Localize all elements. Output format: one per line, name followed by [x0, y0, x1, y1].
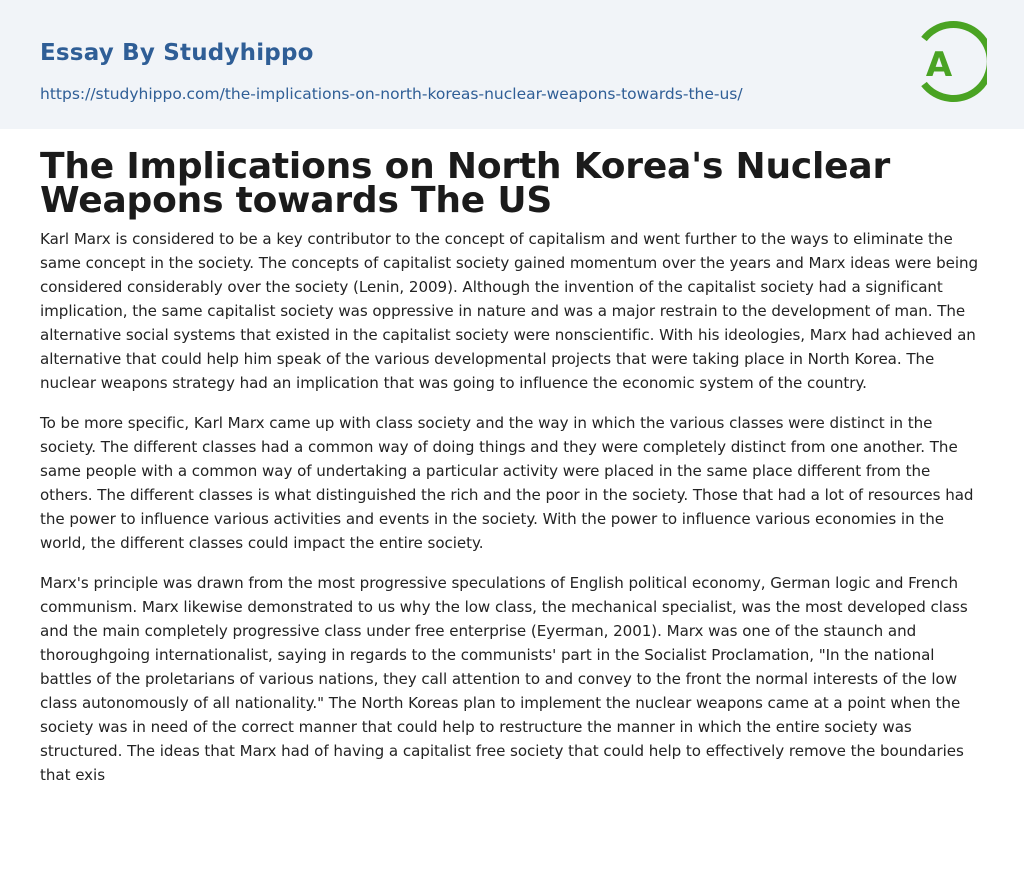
article: [40, 146, 985, 803]
source-url-link[interactable]: https://studyhippo.com/the-implications-on-north-koreas-nuclear-weapons-towards-the-us/: [40, 85, 743, 103]
brand-title[interactable]: Essay By Studyhippo: [40, 40, 314, 66]
page-title: The Implications on North Korea's Nuclear Weapons towards The US: [40, 146, 891, 221]
studyhippo-a-logo-icon[interactable]: [911, 18, 987, 106]
site-header: [0, 0, 1024, 129]
paragraph-3: Marx's principle was drawn from the most progressive speculations of English political economy, German logic and French communism. Marx likewise demonstrated to us why the low class, the mechanical specialist, was the most developed class and the main completely progressive class under free enterprise (Eyerman, 2001). Marx was one of the staunch and thoroughgoing internationalist, saying in regards to the communists' part in the Socialist Proclamation, "In the national battles of the proletarians of various nations, they call attention to and convey to the front the normal interests of the low class autonomously of all nationality." The North Koreas plan to implement the nuclear weapons came at a point when the society was in need of the correct manner that could help to restructure the manner in which the entire society was structured. The ideas that Marx had of having a capitalist free society that could help to effectively remove the boundaries that exis: [40, 574, 968, 784]
paragraph-2: To be more specific, Karl Marx came up with class society and the way in which the various classes were distinct in the society. The different classes had a common way of doing things and they were completely distinct from one another. The same people with a common way of undertaking a particular activity were placed in the same place different from the others. The different classes is what distinguished the rich and the poor in the society. Those that had a lot of resources had the power to influence various activities and events in the society. With the power to influence various economies in the world, the different classes could impact the entire society.: [40, 414, 974, 552]
paragraph-1: Karl Marx is considered to be a key contributor to the concept of capitalism and went further to the ways to eliminate the same concept in the society. The concepts of capitalist society gained momentum over the years and Marx ideas were being considered considerably over the society (Lenin, 2009). Although the invention of the capitalist society had a significant implication, the same capitalist society was oppressive in nature and was a major restrain to the development of man. The alternative social systems that existed in the capitalist society were nonscientific. With his ideologies, Marx had achieved an alternative that could help him speak of the various developmental projects that were taking place in North Korea. The nuclear weapons strategy had an implication that was going to influence the economic system of the country.: [40, 230, 979, 392]
logo-letter: A: [925, 45, 953, 85]
